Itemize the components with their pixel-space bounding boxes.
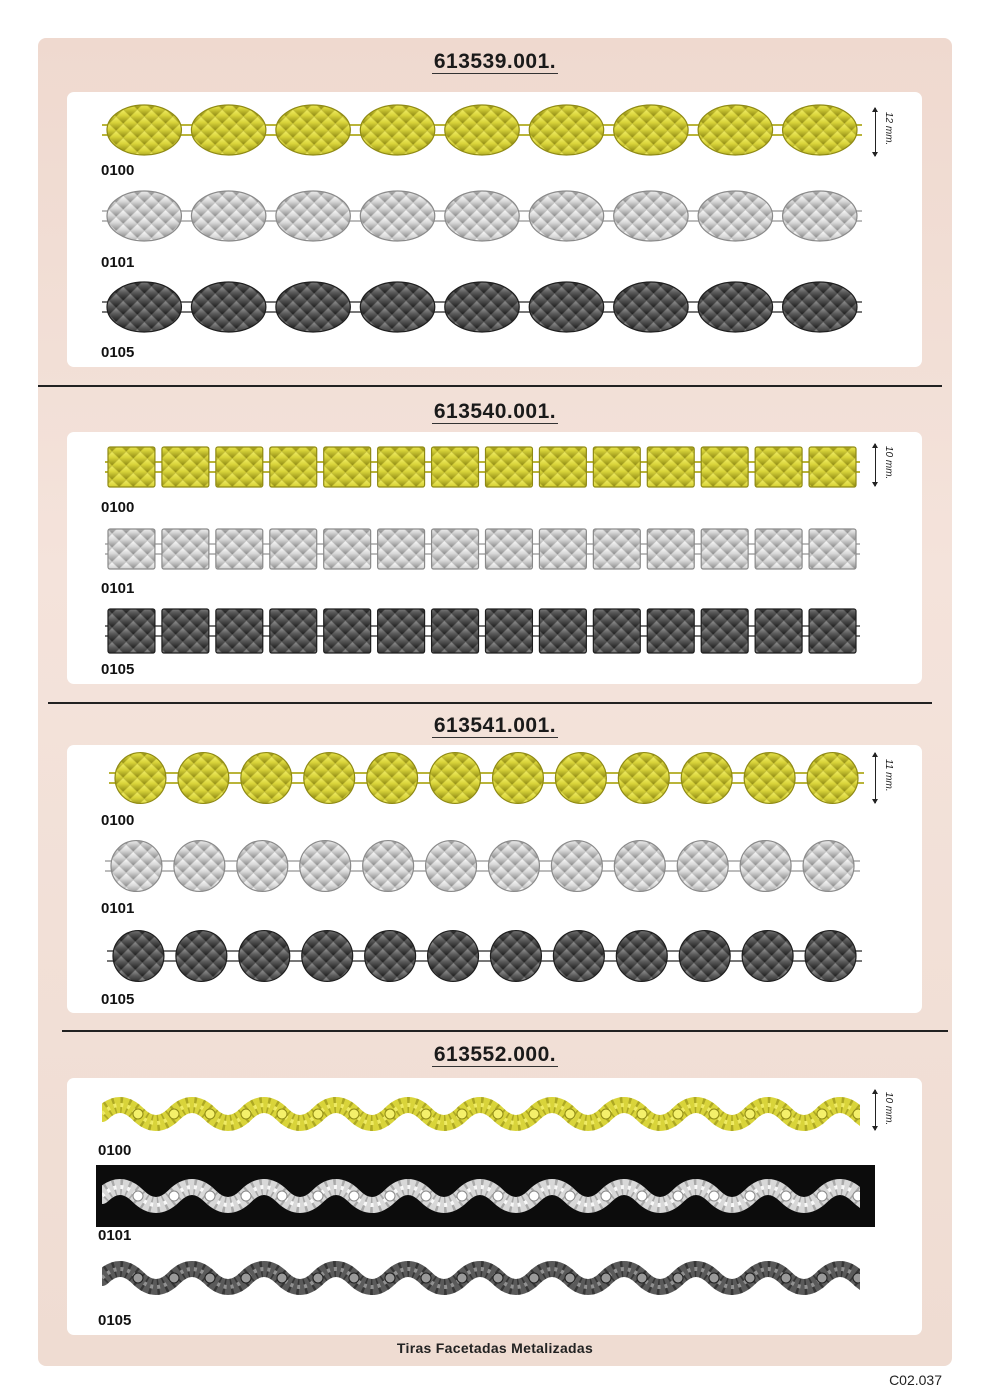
trim-strip-wave-gold bbox=[102, 1090, 860, 1138]
variant-code: 0105 bbox=[98, 1312, 132, 1329]
variant-code: 0100 bbox=[98, 1142, 132, 1159]
variant-code: 0100 bbox=[101, 162, 135, 179]
variant-code: 0100 bbox=[101, 499, 135, 516]
section-divider bbox=[62, 1030, 948, 1032]
variant-code: 0101 bbox=[101, 900, 135, 917]
size-arrow-icon bbox=[875, 1090, 876, 1130]
section-title-4: 613552.000. bbox=[433, 1043, 557, 1066]
trim-strip-round-gunmetal bbox=[107, 927, 862, 985]
product-panel-2 bbox=[67, 432, 922, 684]
size-label: 11 mm. bbox=[883, 759, 894, 792]
variant-code: 0105 bbox=[101, 991, 135, 1008]
page-code: C02.037 bbox=[889, 1372, 942, 1388]
section-title-3: 613541.001. bbox=[433, 714, 557, 737]
catalog-footer-title: Tiras Facetadas Metalizadas bbox=[396, 1340, 594, 1356]
trim-strip-square-gold bbox=[105, 444, 860, 490]
trim-strip-square-silver bbox=[105, 526, 860, 572]
section-title-1: 613539.001. bbox=[433, 50, 557, 73]
size-label: 12 mm. bbox=[883, 112, 894, 146]
size-label: 10 mm. bbox=[883, 1092, 894, 1126]
trim-strip-wave-gunmetal bbox=[102, 1254, 860, 1302]
product-panel-1 bbox=[67, 92, 922, 367]
variant-code: 0101 bbox=[101, 254, 135, 271]
variant-code: 0101 bbox=[98, 1227, 132, 1244]
size-label: 10 mm. bbox=[883, 446, 894, 480]
size-arrow-icon bbox=[875, 108, 876, 156]
product-panel-4 bbox=[67, 1078, 922, 1335]
variant-code: 0100 bbox=[101, 812, 135, 829]
variant-code: 0101 bbox=[101, 580, 135, 597]
variant-code: 0105 bbox=[101, 344, 135, 361]
product-panel-3 bbox=[67, 745, 922, 1013]
section-title-2: 613540.001. bbox=[433, 400, 557, 423]
size-arrow-icon bbox=[875, 444, 876, 486]
trim-strip-wave-silver bbox=[102, 1172, 860, 1220]
section-divider bbox=[48, 702, 932, 704]
trim-strip-round-silver bbox=[105, 837, 860, 895]
trim-strip-oval-gold bbox=[102, 102, 862, 158]
trim-strip-round-gold bbox=[109, 749, 864, 807]
black-backdrop bbox=[96, 1165, 875, 1227]
variant-code: 0105 bbox=[101, 661, 135, 678]
trim-strip-oval-silver bbox=[102, 188, 862, 244]
section-divider bbox=[38, 385, 942, 387]
size-arrow-icon bbox=[875, 753, 876, 803]
trim-strip-square-gunmetal bbox=[105, 606, 860, 656]
trim-strip-oval-gunmetal bbox=[102, 279, 862, 335]
